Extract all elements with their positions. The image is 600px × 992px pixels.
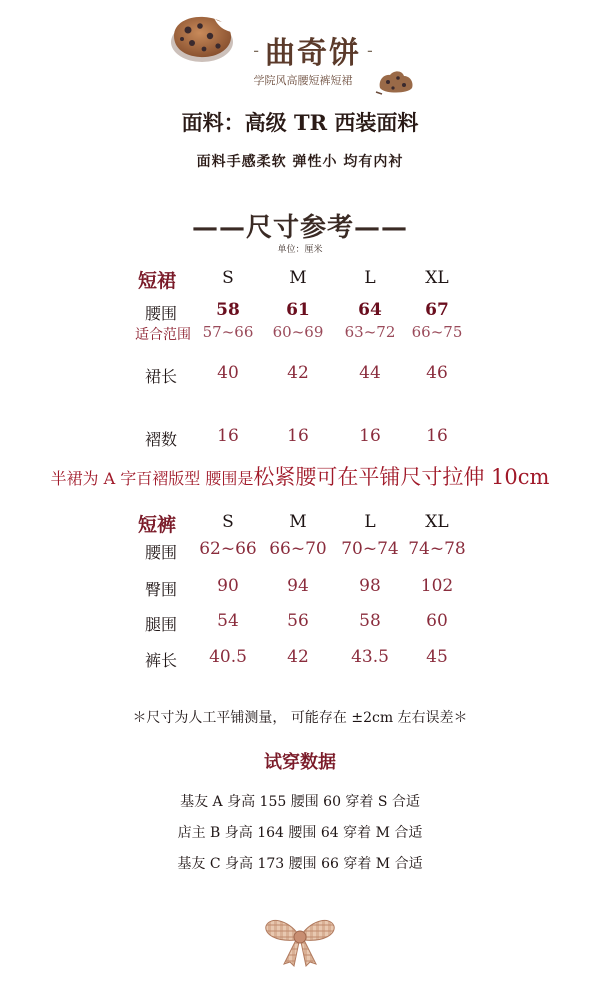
skirt-pleats-l: 16 bbox=[359, 426, 381, 446]
shorts-size-xl: XL bbox=[425, 512, 449, 532]
skirt-size-l: L bbox=[364, 268, 376, 288]
skirt-size-s: S bbox=[222, 268, 234, 288]
shorts-length-s: 40.5 bbox=[209, 647, 247, 667]
skirt-size-m: M bbox=[289, 268, 307, 288]
tryon-line-b: 店主 B 身高 164 腰围 64 穿着 M 合适 bbox=[177, 825, 423, 841]
shorts-waist-l: 70~74 bbox=[341, 539, 399, 559]
tryon-title: 试穿数据 bbox=[264, 752, 336, 773]
skirt-length-l: 44 bbox=[359, 363, 381, 383]
skirt-section-label: 短裙 bbox=[138, 270, 177, 292]
shorts-thigh-l: 58 bbox=[359, 611, 381, 631]
skirt-waist-s: 58 bbox=[216, 300, 240, 320]
shorts-section-label: 短裤 bbox=[138, 514, 177, 536]
brand-dash-right: - bbox=[367, 40, 373, 60]
shorts-length-xl: 45 bbox=[426, 647, 448, 667]
brand-title: 曲奇饼 bbox=[265, 36, 361, 71]
brand-title-line bbox=[238, 30, 388, 70]
tryon-line-c: 基友 C 身高 173 腰围 66 穿着 M 合适 bbox=[177, 856, 423, 872]
ribbon-bow-icon bbox=[262, 912, 338, 968]
skirt-row-label-length: 裙长 bbox=[145, 367, 178, 386]
shorts-row-label-length: 裤长 bbox=[145, 651, 178, 670]
skirt-length-m: 42 bbox=[287, 363, 309, 383]
skirt-length-xl: 46 bbox=[426, 363, 448, 383]
shorts-thigh-s: 54 bbox=[217, 611, 239, 631]
skirt-row-label-waist: 腰围 bbox=[145, 304, 178, 323]
shorts-size-m: M bbox=[289, 512, 307, 532]
skirt-note-part-b: 松紧腰可在平铺尺寸拉伸 10cm bbox=[253, 465, 550, 489]
fabric-description: 面料手感柔软 弹性小 均有内衬 bbox=[196, 154, 404, 170]
shorts-waist-s: 62~66 bbox=[199, 539, 257, 559]
shorts-waist-m: 66~70 bbox=[269, 539, 327, 559]
skirt-fit-m: 60~69 bbox=[272, 323, 324, 341]
fabric-title: 面料：高级 TR 西装面料 bbox=[181, 110, 419, 135]
unit-label: 单位：厘米 bbox=[277, 245, 323, 255]
shorts-waist-xl: 74~78 bbox=[408, 539, 466, 559]
shorts-hip-s: 90 bbox=[217, 576, 239, 596]
small-cookie-illustration-icon bbox=[374, 64, 418, 96]
skirt-row-label-fit-range: 适合范围 bbox=[135, 327, 191, 343]
shorts-row-label-hip: 臀围 bbox=[145, 580, 178, 599]
skirt-waist-xl: 67 bbox=[425, 300, 449, 320]
shorts-length-l: 43.5 bbox=[351, 647, 389, 667]
skirt-waist-m: 61 bbox=[286, 300, 310, 320]
skirt-note-part-a: 半裙为 A 字百褶版型 腰围是 bbox=[50, 469, 254, 488]
brand-subtitle: 学院风高腰短裤短裙 bbox=[253, 74, 353, 87]
skirt-fit-s: 57~66 bbox=[202, 323, 254, 341]
shorts-row-label-waist: 腰围 bbox=[145, 543, 178, 562]
size-reference-title: ——尺寸参考—— bbox=[191, 213, 408, 243]
shorts-size-l: L bbox=[364, 512, 376, 532]
brand-dash-left: - bbox=[253, 40, 259, 60]
skirt-pleats-m: 16 bbox=[287, 426, 309, 446]
shorts-hip-xl: 102 bbox=[420, 576, 454, 596]
skirt-fit-l: 63~72 bbox=[344, 323, 396, 341]
skirt-size-xl: XL bbox=[425, 268, 449, 288]
skirt-pleats-s: 16 bbox=[217, 426, 239, 446]
shorts-hip-l: 98 bbox=[359, 576, 381, 596]
shorts-size-s: S bbox=[222, 512, 234, 532]
shorts-row-label-thigh: 腿围 bbox=[145, 615, 178, 634]
shorts-hip-m: 94 bbox=[287, 576, 309, 596]
skirt-length-s: 40 bbox=[217, 363, 239, 383]
skirt-pleats-xl: 16 bbox=[426, 426, 448, 446]
measurement-note: ＊尺寸为人工平铺测量， 可能存在 ±2cm 左右误差＊ bbox=[132, 710, 468, 726]
tryon-line-a: 基友 A 身高 155 腰围 60 穿着 S 合适 bbox=[180, 794, 420, 810]
shorts-length-m: 42 bbox=[287, 647, 309, 667]
shorts-thigh-xl: 60 bbox=[426, 611, 448, 631]
cookie-illustration-icon bbox=[168, 10, 236, 68]
skirt-fit-xl: 66~75 bbox=[411, 323, 463, 341]
skirt-row-label-pleats: 褶数 bbox=[145, 430, 178, 449]
skirt-waist-l: 64 bbox=[358, 300, 382, 320]
skirt-elastic-note bbox=[0, 461, 600, 491]
shorts-thigh-m: 56 bbox=[287, 611, 309, 631]
